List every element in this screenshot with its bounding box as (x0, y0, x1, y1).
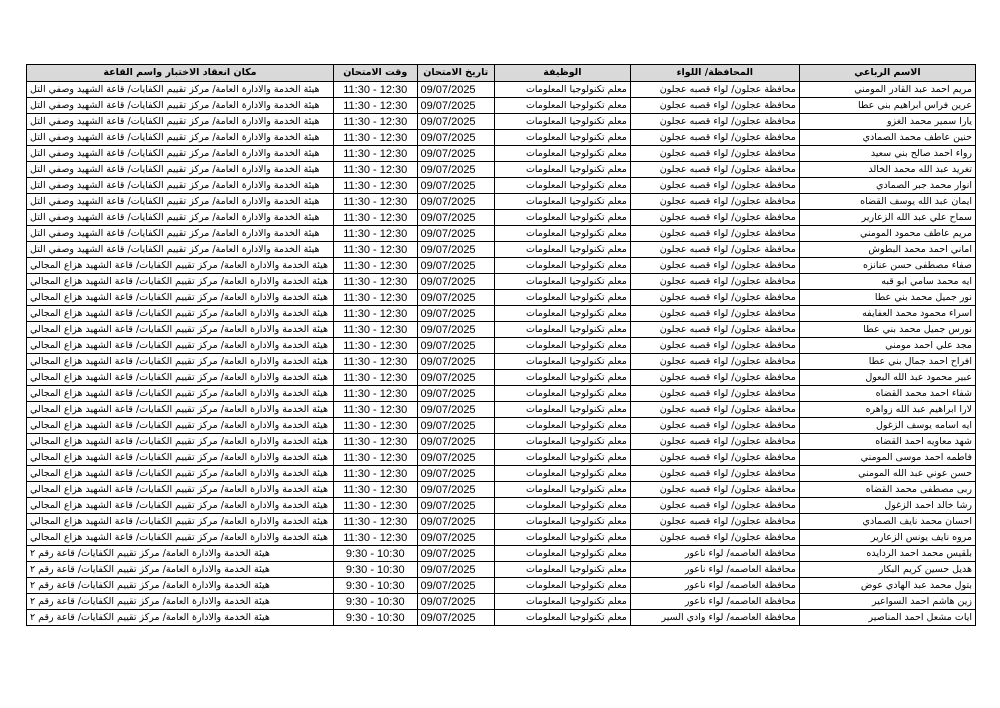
header-job: الوظيفة (494, 65, 630, 82)
cell-name: يارا سمير محمد الغزو (799, 114, 975, 130)
table-row (27, 98, 976, 114)
cell-name: حنين عاطف محمد الصمادي (799, 130, 975, 146)
cell-place: هيئة الخدمة والادارة العامة/ مركز تقييم الكفايات/ قاعة الشهيد هزاع المجالي (27, 498, 334, 514)
table-row (27, 498, 976, 514)
cell-name: لارا ابراهيم عبد الله زواهره (799, 402, 975, 418)
table-row (27, 210, 976, 226)
cell-time: 11:30 - 12:30 (333, 530, 417, 546)
cell-place: هيئة الخدمة والادارة العامة/ مركز تقييم الكفايات/ قاعة الشهيد وصفي التل (27, 98, 334, 114)
cell-name: نور جميل محمد بني عطا (799, 290, 975, 306)
cell-date: 09/07/2025 (417, 242, 494, 258)
cell-place: هيئة الخدمة والادارة العامة/ مركز تقييم الكفايات/ قاعة الشهيد هزاع المجالي (27, 434, 334, 450)
cell-governorate: محافظة عجلون/ لواء قصبه عجلون (630, 306, 799, 322)
cell-time: 11:30 - 12:30 (333, 210, 417, 226)
cell-place: هيئة الخدمة والادارة العامة/ مركز تقييم الكفايات/ قاعة الشهيد هزاع المجالي (27, 338, 334, 354)
cell-date: 09/07/2025 (417, 322, 494, 338)
cell-governorate: محافظة عجلون/ لواء قصبه عجلون (630, 114, 799, 130)
table-row (27, 146, 976, 162)
cell-name: اسراء محمود محمد العفايفه (799, 306, 975, 322)
cell-job: معلم تكنولوجيا المعلومات (494, 386, 630, 402)
cell-name: هديل حسين كريم البكار (799, 562, 975, 578)
table-body (27, 82, 976, 626)
cell-time: 11:30 - 12:30 (333, 162, 417, 178)
cell-job: معلم تكنولوجيا المعلومات (494, 82, 630, 98)
cell-date: 09/07/2025 (417, 162, 494, 178)
cell-time: 11:30 - 12:30 (333, 226, 417, 242)
cell-date: 09/07/2025 (417, 82, 494, 98)
cell-time: 11:30 - 12:30 (333, 402, 417, 418)
cell-time: 11:30 - 12:30 (333, 130, 417, 146)
cell-name: رشا خالد احمد الزغول (799, 498, 975, 514)
cell-time: 11:30 - 12:30 (333, 466, 417, 482)
cell-date: 09/07/2025 (417, 482, 494, 498)
cell-governorate: محافظة العاصمه/ لواء وادي السير (630, 610, 799, 626)
cell-date: 09/07/2025 (417, 434, 494, 450)
cell-governorate: محافظة عجلون/ لواء قصبه عجلون (630, 466, 799, 482)
cell-time: 11:30 - 12:30 (333, 194, 417, 210)
cell-place: هيئة الخدمة والادارة العامة/ مركز تقييم الكفايات/ قاعة الشهيد هزاع المجالي (27, 370, 334, 386)
table-row (27, 354, 976, 370)
cell-date: 09/07/2025 (417, 386, 494, 402)
cell-governorate: محافظة عجلون/ لواء قصبه عجلون (630, 434, 799, 450)
cell-place: هيئة الخدمة والادارة العامة/ مركز تقييم الكفايات/ قاعة الشهيد هزاع المجالي (27, 290, 334, 306)
cell-governorate: محافظة عجلون/ لواء قصبه عجلون (630, 258, 799, 274)
cell-name: عرين فراس ابراهيم بني عطا (799, 98, 975, 114)
cell-date: 09/07/2025 (417, 450, 494, 466)
table-row (27, 130, 976, 146)
cell-governorate: محافظة عجلون/ لواء قصبه عجلون (630, 82, 799, 98)
cell-name: احسان محمد نايف الصمادي (799, 514, 975, 530)
cell-place: هيئة الخدمة والادارة العامة/ مركز تقييم الكفايات/ قاعة الشهيد وصفي التل (27, 210, 334, 226)
cell-job: معلم تكنولوجيا المعلومات (494, 178, 630, 194)
cell-time: 11:30 - 12:30 (333, 98, 417, 114)
cell-place: هيئة الخدمة والادارة العامة/ مركز تقييم الكفايات/ قاعة رقم ٢ (27, 546, 334, 562)
cell-time: 11:30 - 12:30 (333, 482, 417, 498)
table-row (27, 226, 976, 242)
table-row (27, 194, 976, 210)
cell-governorate: محافظة عجلون/ لواء قصبه عجلون (630, 146, 799, 162)
cell-time: 9:30 - 10:30 (333, 546, 417, 562)
cell-time: 11:30 - 12:30 (333, 434, 417, 450)
cell-time: 11:30 - 12:30 (333, 386, 417, 402)
cell-job: معلم تكنولوجيا المعلومات (494, 322, 630, 338)
cell-job: معلم تكنولوجيا المعلومات (494, 450, 630, 466)
table-row (27, 258, 976, 274)
cell-job: معلم تكنولوجيا المعلومات (494, 274, 630, 290)
cell-date: 09/07/2025 (417, 418, 494, 434)
table-row (27, 338, 976, 354)
cell-job: معلم تكنولوجيا المعلومات (494, 226, 630, 242)
cell-time: 9:30 - 10:30 (333, 610, 417, 626)
cell-date: 09/07/2025 (417, 274, 494, 290)
cell-place: هيئة الخدمة والادارة العامة/ مركز تقييم الكفايات/ قاعة الشهيد هزاع المجالي (27, 306, 334, 322)
cell-governorate: محافظة عجلون/ لواء قصبه عجلون (630, 370, 799, 386)
cell-governorate: محافظة عجلون/ لواء قصبه عجلون (630, 482, 799, 498)
cell-governorate: محافظة عجلون/ لواء قصبه عجلون (630, 354, 799, 370)
cell-date: 09/07/2025 (417, 546, 494, 562)
cell-job: معلم تكنولوجيا المعلومات (494, 466, 630, 482)
cell-time: 11:30 - 12:30 (333, 418, 417, 434)
table-row (27, 578, 976, 594)
cell-name: زين هاشم احمد السواعير (799, 594, 975, 610)
cell-place: هيئة الخدمة والادارة العامة/ مركز تقييم الكفايات/ قاعة الشهيد هزاع المجالي (27, 322, 334, 338)
cell-date: 09/07/2025 (417, 178, 494, 194)
cell-name: صفاء مصطفى حسن عنانزه (799, 258, 975, 274)
cell-governorate: محافظة عجلون/ لواء قصبه عجلون (630, 130, 799, 146)
cell-time: 11:30 - 12:30 (333, 370, 417, 386)
cell-name: اماني احمد محمد البطوش (799, 242, 975, 258)
cell-governorate: محافظة عجلون/ لواء قصبه عجلون (630, 98, 799, 114)
cell-date: 09/07/2025 (417, 194, 494, 210)
table-row (27, 274, 976, 290)
cell-place: هيئة الخدمة والادارة العامة/ مركز تقييم الكفايات/ قاعة الشهيد وصفي التل (27, 226, 334, 242)
table-row (27, 610, 976, 626)
cell-name: ايمان عبد الله يوسف القضاه (799, 194, 975, 210)
cell-time: 11:30 - 12:30 (333, 178, 417, 194)
cell-job: معلم تكنولوجيا المعلومات (494, 354, 630, 370)
cell-time: 11:30 - 12:30 (333, 82, 417, 98)
table-row (27, 514, 976, 530)
cell-date: 09/07/2025 (417, 594, 494, 610)
cell-time: 11:30 - 12:30 (333, 354, 417, 370)
table-row (27, 530, 976, 546)
header-row (27, 65, 976, 82)
cell-name: رواء احمد صالح بني سعيد (799, 146, 975, 162)
cell-place: هيئة الخدمة والادارة العامة/ مركز تقييم الكفايات/ قاعة الشهيد وصفي التل (27, 114, 334, 130)
cell-name: شفاء احمد محمد القضاه (799, 386, 975, 402)
cell-date: 09/07/2025 (417, 370, 494, 386)
table-row (27, 178, 976, 194)
cell-date: 09/07/2025 (417, 146, 494, 162)
cell-governorate: محافظة عجلون/ لواء قصبه عجلون (630, 194, 799, 210)
header-time: وقت الامتحان (333, 65, 417, 82)
cell-job: معلم تكنولوجيا المعلومات (494, 482, 630, 498)
cell-job: معلم تكنولوجيا المعلومات (494, 290, 630, 306)
cell-date: 09/07/2025 (417, 306, 494, 322)
cell-place: هيئة الخدمة والادارة العامة/ مركز تقييم الكفايات/ قاعة الشهيد وصفي التل (27, 162, 334, 178)
header-name: الاسم الرباعي (799, 65, 975, 82)
cell-time: 11:30 - 12:30 (333, 242, 417, 258)
cell-job: معلم تكنولوجيا المعلومات (494, 194, 630, 210)
cell-date: 09/07/2025 (417, 114, 494, 130)
table-row (27, 434, 976, 450)
cell-governorate: محافظة عجلون/ لواء قصبه عجلون (630, 402, 799, 418)
cell-name: بتول محمد عبد الهادي عوض (799, 578, 975, 594)
cell-time: 9:30 - 10:30 (333, 562, 417, 578)
cell-governorate: محافظة عجلون/ لواء قصبه عجلون (630, 274, 799, 290)
cell-time: 11:30 - 12:30 (333, 338, 417, 354)
cell-name: فاطمه احمد موسى المومني (799, 450, 975, 466)
cell-place: هيئة الخدمة والادارة العامة/ مركز تقييم الكفايات/ قاعة الشهيد هزاع المجالي (27, 274, 334, 290)
cell-job: معلم تكنولوجيا المعلومات (494, 130, 630, 146)
cell-governorate: محافظة العاصمه/ لواء ناعور (630, 562, 799, 578)
cell-time: 11:30 - 12:30 (333, 322, 417, 338)
cell-name: حسن عوني عبد الله المومني (799, 466, 975, 482)
cell-time: 11:30 - 12:30 (333, 258, 417, 274)
cell-place: هيئة الخدمة والادارة العامة/ مركز تقييم الكفايات/ قاعة رقم ٢ (27, 578, 334, 594)
cell-date: 09/07/2025 (417, 402, 494, 418)
cell-governorate: محافظة العاصمه/ لواء ناعور (630, 546, 799, 562)
cell-time: 11:30 - 12:30 (333, 290, 417, 306)
cell-place: هيئة الخدمة والادارة العامة/ مركز تقييم الكفايات/ قاعة الشهيد هزاع المجالي (27, 466, 334, 482)
cell-place: هيئة الخدمة والادارة العامة/ مركز تقييم الكفايات/ قاعة الشهيد وصفي التل (27, 82, 334, 98)
table-header (27, 65, 976, 82)
cell-governorate: محافظة عجلون/ لواء قصبه عجلون (630, 162, 799, 178)
cell-time: 9:30 - 10:30 (333, 578, 417, 594)
cell-governorate: محافظة عجلون/ لواء قصبه عجلون (630, 242, 799, 258)
cell-place: هيئة الخدمة والادارة العامة/ مركز تقييم الكفايات/ قاعة الشهيد هزاع المجالي (27, 418, 334, 434)
cell-date: 09/07/2025 (417, 354, 494, 370)
cell-place: هيئة الخدمة والادارة العامة/ مركز تقييم الكفايات/ قاعة الشهيد هزاع المجالي (27, 482, 334, 498)
cell-governorate: محافظة عجلون/ لواء قصبه عجلون (630, 290, 799, 306)
cell-place: هيئة الخدمة والادارة العامة/ مركز تقييم الكفايات/ قاعة الشهيد هزاع المجالي (27, 402, 334, 418)
cell-place: هيئة الخدمة والادارة العامة/ مركز تقييم الكفايات/ قاعة الشهيد هزاع المجالي (27, 386, 334, 402)
cell-governorate: محافظة عجلون/ لواء قصبه عجلون (630, 210, 799, 226)
cell-governorate: محافظة عجلون/ لواء قصبه عجلون (630, 322, 799, 338)
cell-time: 11:30 - 12:30 (333, 274, 417, 290)
cell-job: معلم تكنولوجيا المعلومات (494, 338, 630, 354)
cell-name: مجد علي احمد مومني (799, 338, 975, 354)
cell-job: معلم تكنولوجيا المعلومات (494, 434, 630, 450)
header-place: مكان انعقاد الاختبار واسم القاعة (27, 65, 334, 82)
cell-time: 11:30 - 12:30 (333, 146, 417, 162)
cell-name: بلقيس محمد احمد الردايده (799, 546, 975, 562)
cell-name: نورس جميل محمد بني عطا (799, 322, 975, 338)
cell-place: هيئة الخدمة والادارة العامة/ مركز تقييم الكفايات/ قاعة الشهيد وصفي التل (27, 242, 334, 258)
exam-schedule-table (26, 64, 976, 626)
cell-job: معلم تكنولوجيا المعلومات (494, 498, 630, 514)
cell-governorate: محافظة عجلون/ لواء قصبه عجلون (630, 338, 799, 354)
cell-place: هيئة الخدمة والادارة العامة/ مركز تقييم الكفايات/ قاعة رقم ٢ (27, 594, 334, 610)
cell-date: 09/07/2025 (417, 578, 494, 594)
table-row (27, 450, 976, 466)
cell-date: 09/07/2025 (417, 466, 494, 482)
cell-date: 09/07/2025 (417, 562, 494, 578)
cell-job: معلم تكنولوجيا المعلومات (494, 594, 630, 610)
table-row (27, 562, 976, 578)
cell-governorate: محافظة عجلون/ لواء قصبه عجلون (630, 498, 799, 514)
cell-name: ايه محمد سامي ابو قبه (799, 274, 975, 290)
cell-job: معلم تكنولوجيا المعلومات (494, 146, 630, 162)
cell-job: معلم تكنولوجيا المعلومات (494, 370, 630, 386)
header-governorate: المحافظة/ اللواء (630, 65, 799, 82)
cell-place: هيئة الخدمة والادارة العامة/ مركز تقييم الكفايات/ قاعة الشهيد هزاع المجالي (27, 450, 334, 466)
cell-date: 09/07/2025 (417, 498, 494, 514)
cell-job: معلم تكنولوجيا المعلومات (494, 114, 630, 130)
cell-name: عبير محمود عبد الله البعول (799, 370, 975, 386)
cell-job: معلم تكنولوجيا المعلومات (494, 210, 630, 226)
cell-job: معلم تكنولوجيا المعلومات (494, 258, 630, 274)
cell-place: هيئة الخدمة والادارة العامة/ مركز تقييم الكفايات/ قاعة الشهيد هزاع المجالي (27, 530, 334, 546)
cell-name: سماح علي عبد الله الزعارير (799, 210, 975, 226)
cell-governorate: محافظة العاصمه/ لواء ناعور (630, 594, 799, 610)
cell-governorate: محافظة عجلون/ لواء قصبه عجلون (630, 178, 799, 194)
header-date: تاريخ الامتحان (417, 65, 494, 82)
cell-date: 09/07/2025 (417, 610, 494, 626)
table-row (27, 322, 976, 338)
table-row (27, 482, 976, 498)
cell-job: معلم تكنولوجيا المعلومات (494, 546, 630, 562)
table-row (27, 594, 976, 610)
table-row (27, 114, 976, 130)
cell-time: 11:30 - 12:30 (333, 514, 417, 530)
cell-name: مريم احمد عبد القادر المومني (799, 82, 975, 98)
table-row (27, 546, 976, 562)
cell-name: مريم عاطف محمود المومني (799, 226, 975, 242)
table-row (27, 162, 976, 178)
cell-job: معلم تكنولوجيا المعلومات (494, 242, 630, 258)
table-row (27, 242, 976, 258)
cell-date: 09/07/2025 (417, 530, 494, 546)
cell-place: هيئة الخدمة والادارة العامة/ مركز تقييم الكفايات/ قاعة الشهيد هزاع المجالي (27, 354, 334, 370)
cell-job: معلم تكنولوجيا المعلومات (494, 418, 630, 434)
cell-name: افراح احمد جمال بني عطا (799, 354, 975, 370)
table-row (27, 82, 976, 98)
cell-time: 11:30 - 12:30 (333, 114, 417, 130)
cell-job: معلم تكنولوجيا المعلومات (494, 514, 630, 530)
cell-governorate: محافظة عجلون/ لواء قصبه عجلون (630, 514, 799, 530)
cell-name: تغريد عبد الله محمد الخالد (799, 162, 975, 178)
cell-place: هيئة الخدمة والادارة العامة/ مركز تقييم الكفايات/ قاعة رقم ٢ (27, 610, 334, 626)
cell-job: معلم تكنولوجيا المعلومات (494, 162, 630, 178)
cell-name: انوار محمد جبر الصمادي (799, 178, 975, 194)
cell-name: ايات مشعل احمد المناصير (799, 610, 975, 626)
cell-date: 09/07/2025 (417, 130, 494, 146)
cell-name: ربى مصطفى محمد القضاه (799, 482, 975, 498)
cell-time: 11:30 - 12:30 (333, 498, 417, 514)
table-row (27, 306, 976, 322)
cell-job: معلم تكنولوجيا المعلومات (494, 530, 630, 546)
cell-job: معلم تكنولوجيا المعلومات (494, 306, 630, 322)
cell-name: مروه نايف يونس الزعارير (799, 530, 975, 546)
cell-name: شهد معاويه احمد القضاه (799, 434, 975, 450)
cell-governorate: محافظة عجلون/ لواء قصبه عجلون (630, 226, 799, 242)
cell-name: ايه اسامه يوسف الزغول (799, 418, 975, 434)
table-row (27, 370, 976, 386)
cell-date: 09/07/2025 (417, 258, 494, 274)
cell-place: هيئة الخدمة والادارة العامة/ مركز تقييم الكفايات/ قاعة الشهيد وصفي التل (27, 146, 334, 162)
cell-place: هيئة الخدمة والادارة العامة/ مركز تقييم الكفايات/ قاعة الشهيد وصفي التل (27, 194, 334, 210)
cell-job: معلم تكنولوجيا المعلومات (494, 578, 630, 594)
table-row (27, 418, 976, 434)
cell-place: هيئة الخدمة والادارة العامة/ مركز تقييم الكفايات/ قاعة رقم ٢ (27, 562, 334, 578)
table-row (27, 290, 976, 306)
cell-job: معلم تكنولوجيا المعلومات (494, 98, 630, 114)
cell-date: 09/07/2025 (417, 226, 494, 242)
cell-date: 09/07/2025 (417, 338, 494, 354)
cell-date: 09/07/2025 (417, 514, 494, 530)
cell-date: 09/07/2025 (417, 210, 494, 226)
cell-governorate: محافظة عجلون/ لواء قصبه عجلون (630, 386, 799, 402)
cell-job: معلم تكنولوجيا المعلومات (494, 610, 630, 626)
cell-place: هيئة الخدمة والادارة العامة/ مركز تقييم الكفايات/ قاعة الشهيد هزاع المجالي (27, 258, 334, 274)
cell-time: 9:30 - 10:30 (333, 594, 417, 610)
cell-time: 11:30 - 12:30 (333, 306, 417, 322)
table-row (27, 402, 976, 418)
cell-governorate: محافظة العاصمه/ لواء ناعور (630, 578, 799, 594)
cell-place: هيئة الخدمة والادارة العامة/ مركز تقييم الكفايات/ قاعة الشهيد وصفي التل (27, 130, 334, 146)
table-row (27, 466, 976, 482)
cell-time: 11:30 - 12:30 (333, 450, 417, 466)
cell-governorate: محافظة عجلون/ لواء قصبه عجلون (630, 530, 799, 546)
table-row (27, 386, 976, 402)
cell-job: معلم تكنولوجيا المعلومات (494, 402, 630, 418)
cell-governorate: محافظة عجلون/ لواء قصبه عجلون (630, 450, 799, 466)
cell-date: 09/07/2025 (417, 290, 494, 306)
cell-date: 09/07/2025 (417, 98, 494, 114)
cell-governorate: محافظة عجلون/ لواء قصبه عجلون (630, 418, 799, 434)
cell-place: هيئة الخدمة والادارة العامة/ مركز تقييم الكفايات/ قاعة الشهيد وصفي التل (27, 178, 334, 194)
cell-job: معلم تكنولوجيا المعلومات (494, 562, 630, 578)
cell-place: هيئة الخدمة والادارة العامة/ مركز تقييم الكفايات/ قاعة الشهيد هزاع المجالي (27, 514, 334, 530)
